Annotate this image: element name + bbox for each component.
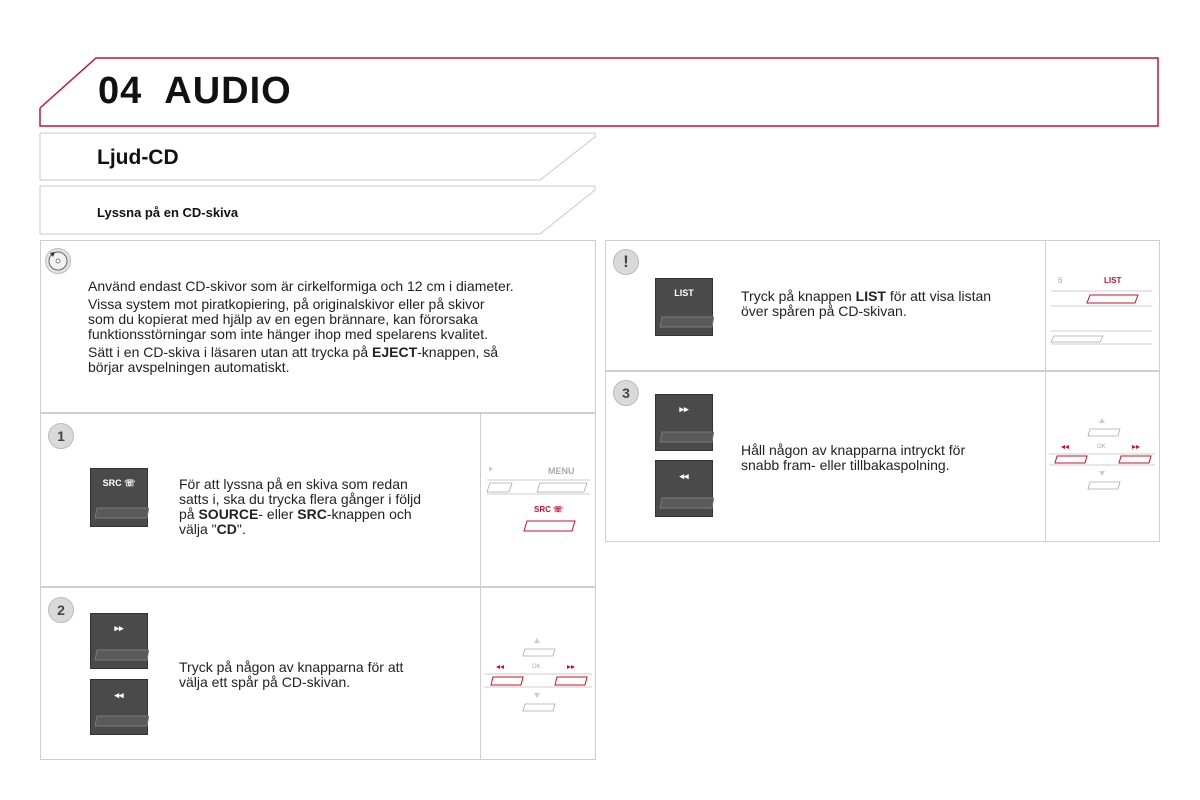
- section-subtitle: Lyssna på en CD-skiva: [97, 205, 239, 220]
- list-text: Tryck på knappen LIST för att visa listan över spåren på CD-skivan.: [741, 288, 992, 319]
- rewind-button: ◂◂: [655, 460, 713, 517]
- previous-track-button: ◂◂: [90, 679, 148, 735]
- step-1-text: För att lyssna på en skiva som redan satts i, ska du trycka flera gånger i följd på SOURCE- eller SRC-knappen och välja "CD".: [179, 476, 421, 537]
- fast-forward-button: ▸▸: [655, 394, 713, 451]
- chapter-title: AUDIO: [164, 70, 292, 112]
- section-banners: [0, 0, 1200, 240]
- list-button: LIST: [655, 278, 713, 336]
- step-3-badge: 3: [613, 380, 639, 406]
- diagram-menu-label: MENU: [548, 466, 575, 476]
- chapter-number: 04: [98, 70, 143, 112]
- step-3-nav-diagram: [1047, 415, 1157, 495]
- step-2-nav-diagram: [482, 635, 594, 715]
- diagram-ok-label-2: OK: [1097, 444, 1106, 450]
- step-1-badge: 1: [48, 423, 74, 449]
- info-text: [88, 279, 588, 378]
- step-1-diagram: [482, 455, 594, 545]
- step-2-badge: 2: [48, 597, 74, 623]
- cd-disc-icon: [45, 248, 71, 274]
- step-3-text: Håll någon av knapparna intryckt för snabb fram- eller tillbakaspolning.: [741, 442, 966, 473]
- next-track-button: ▸▸: [90, 613, 148, 669]
- info-paragraph-2: Vissa system mot piratkopiering, på originalskivor eller på skivor som du kopierat med hjälp av en egen brännare, kan förorsaka funktionsstörningar som inte hänger ihop med spelarens kvalitet.: [88, 296, 488, 342]
- info-paragraph-3: Sätt i en CD-skiva i läsaren utan att trycka på EJECT-knappen, så börjar avspelningen automatiskt.: [88, 344, 499, 375]
- info-paragraph-1: Använd endast CD-skivor som är cirkelformiga och 12 cm i diameter.: [88, 278, 514, 294]
- warning-badge: !: [613, 249, 639, 275]
- diagram-list-label: LIST: [1104, 276, 1122, 285]
- diagram-number-label: 6: [1058, 276, 1063, 285]
- diagram-src-label: SRC ☏: [534, 505, 564, 514]
- list-diagram: [1048, 270, 1158, 350]
- step-2-text: Tryck på någon av knapparna för att välja ett spår på CD-skivan.: [179, 659, 404, 690]
- diagram-ok-label: OK: [532, 664, 541, 670]
- src-button: SRC ☏: [90, 468, 148, 527]
- section-title: Ljud-CD: [97, 146, 179, 169]
